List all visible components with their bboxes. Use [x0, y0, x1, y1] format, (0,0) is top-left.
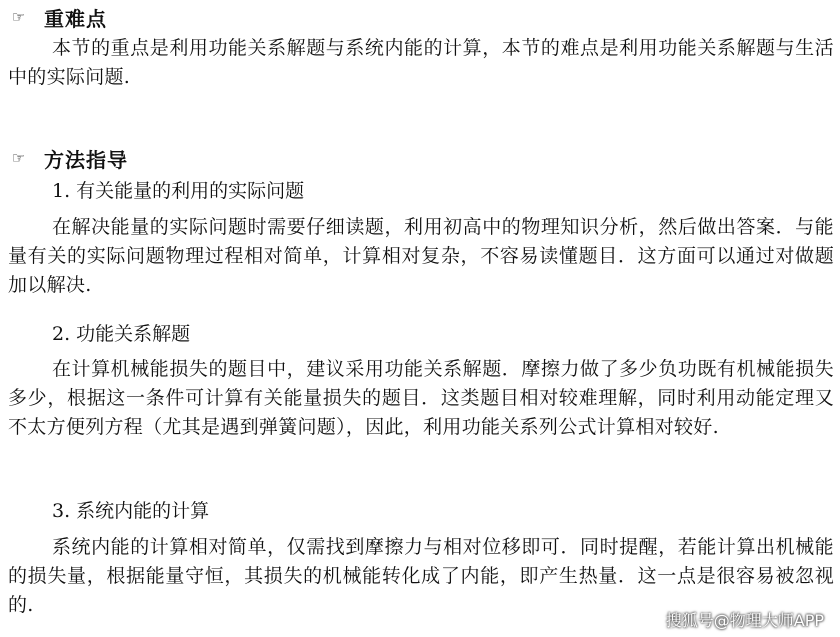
subheading-3: 3. 系统内能的计算 [52, 500, 210, 522]
watermark-text: 搜狐号@物理大师APP [665, 611, 824, 630]
paragraph-2: 在计算机械能损失的题目中，建议采用功能关系解题．摩擦力做了多少负功既有机械能损失多少，根据这一条件可计算有关能量损失的题目．这类题目相对较难理解，同时利用动能定理又不太方便列方程（尤其是遇到弹簧问题），因此，利用功能关系列公式计算相对较好. [8, 358, 834, 438]
key-points-paragraph: 本节的重点是利用功能关系解题与系统内能的计算，本节的难点是利用功能关系解题与生活中的实际问题. [8, 37, 834, 88]
hand-pointing-icon: ☞ [11, 8, 27, 26]
hand-pointing-icon: ☞ [11, 149, 27, 167]
section-heading-key-points [8, 2, 107, 32]
paragraph-3: 系统内能的计算相对简单，仅需找到摩擦力与相对位移即可．同时提醒，若能计算出机械能的损失量，根据能量守恒，其损失的机械能转化成了内能，即产生热量．这一点是很容易被忽视的. [8, 536, 834, 616]
subheading-2: 2. 功能关系解题 [52, 323, 191, 345]
section-heading-method-guide [8, 143, 128, 173]
subheading-1: 1. 有关能量的利用的实际问题 [52, 180, 305, 202]
paragraph-1: 在解决能量的实际问题时需要仔细读题，利用初高中的物理知识分析，然后做出答案．与能量有关的实际问题物理过程相对简单，计算相对复杂，不容易读懂题目．这方面可以通过对做题加以解决. [8, 216, 834, 296]
section-title: 方法指导 [44, 147, 128, 172]
section-title: 重难点 [44, 6, 107, 31]
